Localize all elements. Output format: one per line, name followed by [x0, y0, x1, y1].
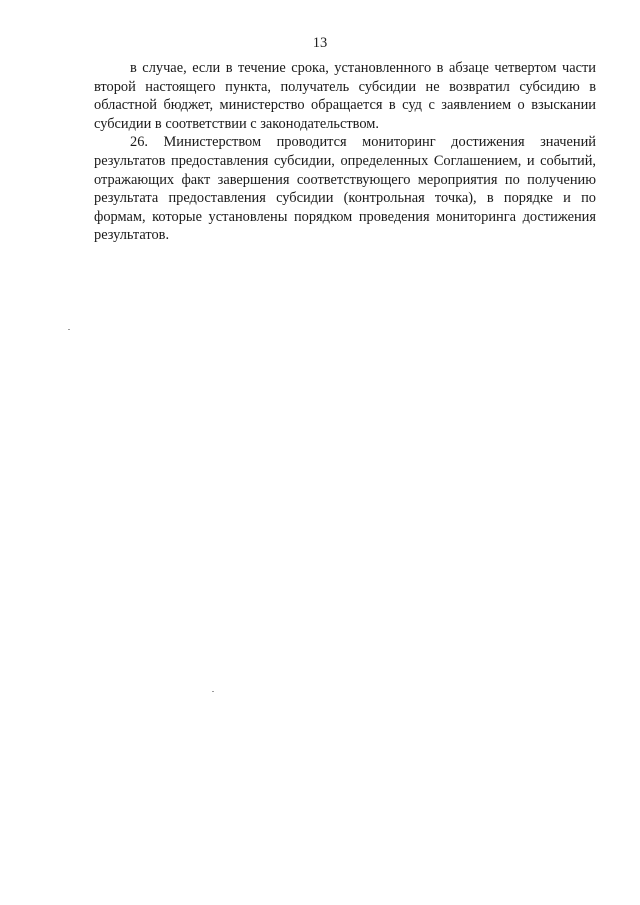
page-number: 13: [312, 35, 328, 51]
paragraph-subsidy-refund: в случае, если в течение срока, установленного в абзаце четвертом части второй настоящего пункта, получатель субсидии не возвратил субсидию в областной бюджет, министерство обращается в суд с заявлением о взыскании субсидии в соответствии с законодательством.: [94, 60, 596, 132]
body-text: [94, 59, 596, 245]
paragraph-26-monitoring: 26. Министерством проводится мониторинг достижения значений результатов предоставления субсидии, определенных Соглашением, и событий, отражающих факт завершения соответствующего мероприятия по получению результата предоставления субсидии (контрольная точка), в порядке и по формам, которые установлены порядком проведения мониторинга достижения результатов.: [94, 134, 596, 244]
scan-speck: [68, 329, 70, 330]
scan-speck: [212, 691, 214, 692]
